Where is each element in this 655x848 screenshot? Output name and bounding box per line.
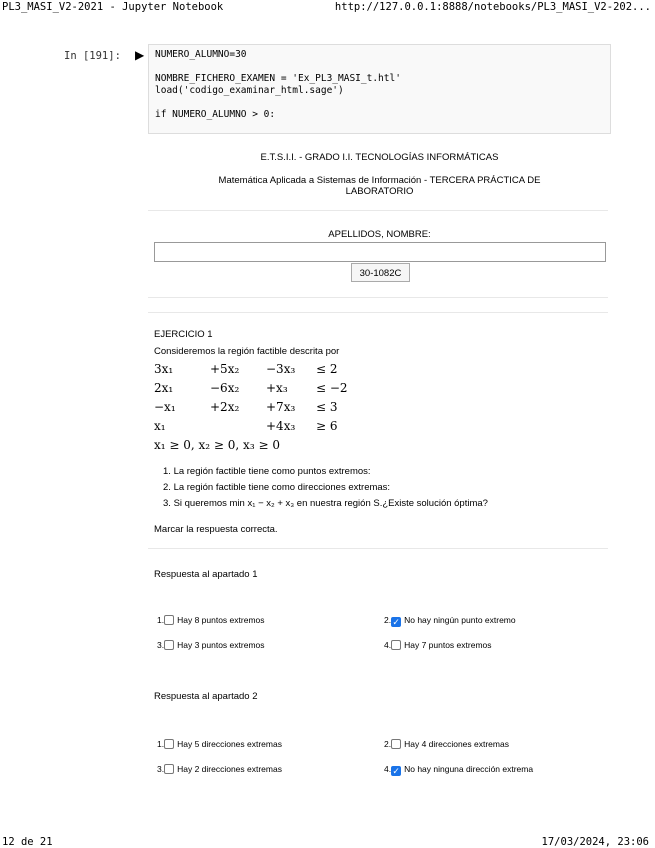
checkbox-checked[interactable]: ✓: [392, 617, 400, 627]
code-line: [155, 61, 604, 73]
checkbox[interactable]: [391, 739, 401, 749]
checkbox[interactable]: [164, 739, 174, 749]
exercise-intro: Consideremos la región factible descrita por: [154, 346, 340, 357]
answer-option[interactable]: 1. Hay 8 puntos extremos: [157, 615, 265, 625]
answer-option[interactable]: 4.✓ No hay ninguna dirección extrema: [384, 764, 534, 776]
exercise-title: EJERCICIO 1: [154, 329, 213, 340]
name-label: APELLIDOS, NOMBRE:: [328, 229, 431, 240]
nonnegativity: x₁ ≥ 0, x₂ ≥ 0, x₃ ≥ 0: [154, 438, 280, 452]
question-item: 1. La región factible tiene como puntos extremos:: [163, 466, 371, 477]
divider: [148, 210, 608, 211]
divider: [148, 548, 608, 549]
divider: [148, 297, 608, 298]
page-counter: 12 de 21: [2, 836, 53, 848]
answer-option[interactable]: 2. Hay 4 direcciones extremas: [384, 739, 509, 749]
code-line: NOMBRE_FICHERO_EXAMEN = 'Ex_PL3_MASI_t.htl': [155, 73, 401, 84]
instruction: Marcar la respuesta correcta.: [154, 524, 278, 535]
question-list: [163, 466, 488, 514]
section-title: Respuesta al apartado 2: [154, 691, 258, 702]
run-cell-icon[interactable]: ▶︎: [135, 48, 145, 62]
course-heading: Matemática Aplicada a Sistemas de Información - TERCERA PRÁCTICA DE LABORATORIO: [218, 175, 541, 197]
code-cell[interactable]: [148, 44, 611, 134]
code-line: NUMERO_ALUMNO=30: [155, 49, 247, 60]
code-line: [155, 97, 604, 109]
code-line: if NUMERO_ALUMNO > 0:: [155, 109, 276, 120]
checkbox-checked[interactable]: ✓: [392, 766, 400, 776]
question-item: 2. La región factible tiene como direcciones extremas:: [163, 482, 391, 493]
answer-option[interactable]: 3. Hay 3 puntos extremos: [157, 640, 265, 650]
answer-option[interactable]: 2.✓ No hay ningún punto extremo: [384, 615, 516, 627]
checkbox[interactable]: [164, 615, 174, 625]
checkbox[interactable]: [164, 640, 174, 650]
answer-option[interactable]: 3. Hay 2 direcciones extremas: [157, 764, 282, 774]
checkbox[interactable]: [164, 764, 174, 774]
code-line: load('codigo_examinar_html.sage'): [155, 85, 344, 96]
print-header: [0, 0, 655, 16]
student-id-button[interactable]: 30-1082C: [351, 263, 410, 282]
answer-option[interactable]: 1. Hay 5 direcciones extremas: [157, 739, 282, 749]
section-title: Respuesta al apartado 1: [154, 569, 258, 580]
name-input[interactable]: [154, 242, 606, 262]
cell-prompt: In [191]:: [64, 50, 121, 62]
print-datetime: 17/03/2024, 23:06: [541, 836, 649, 848]
school-heading: E.T.S.I.I. - GRADO I.I. TECNOLOGÍAS INFORMÁTICAS: [260, 152, 499, 163]
answer-option[interactable]: 4. Hay 7 puntos extremos: [384, 640, 492, 650]
notebook-title: PL3_MASI_V2-2021 - Jupyter Notebook: [2, 1, 224, 13]
checkbox[interactable]: [391, 640, 401, 650]
question-item: 3. Si queremos min x₁ − x₂ + x₃ en nuestra región S.¿Existe solución óptima?: [163, 498, 488, 509]
divider: [148, 312, 608, 313]
page-url: http://127.0.0.1:8888/notebooks/PL3_MASI_V2-202...: [334, 1, 651, 13]
